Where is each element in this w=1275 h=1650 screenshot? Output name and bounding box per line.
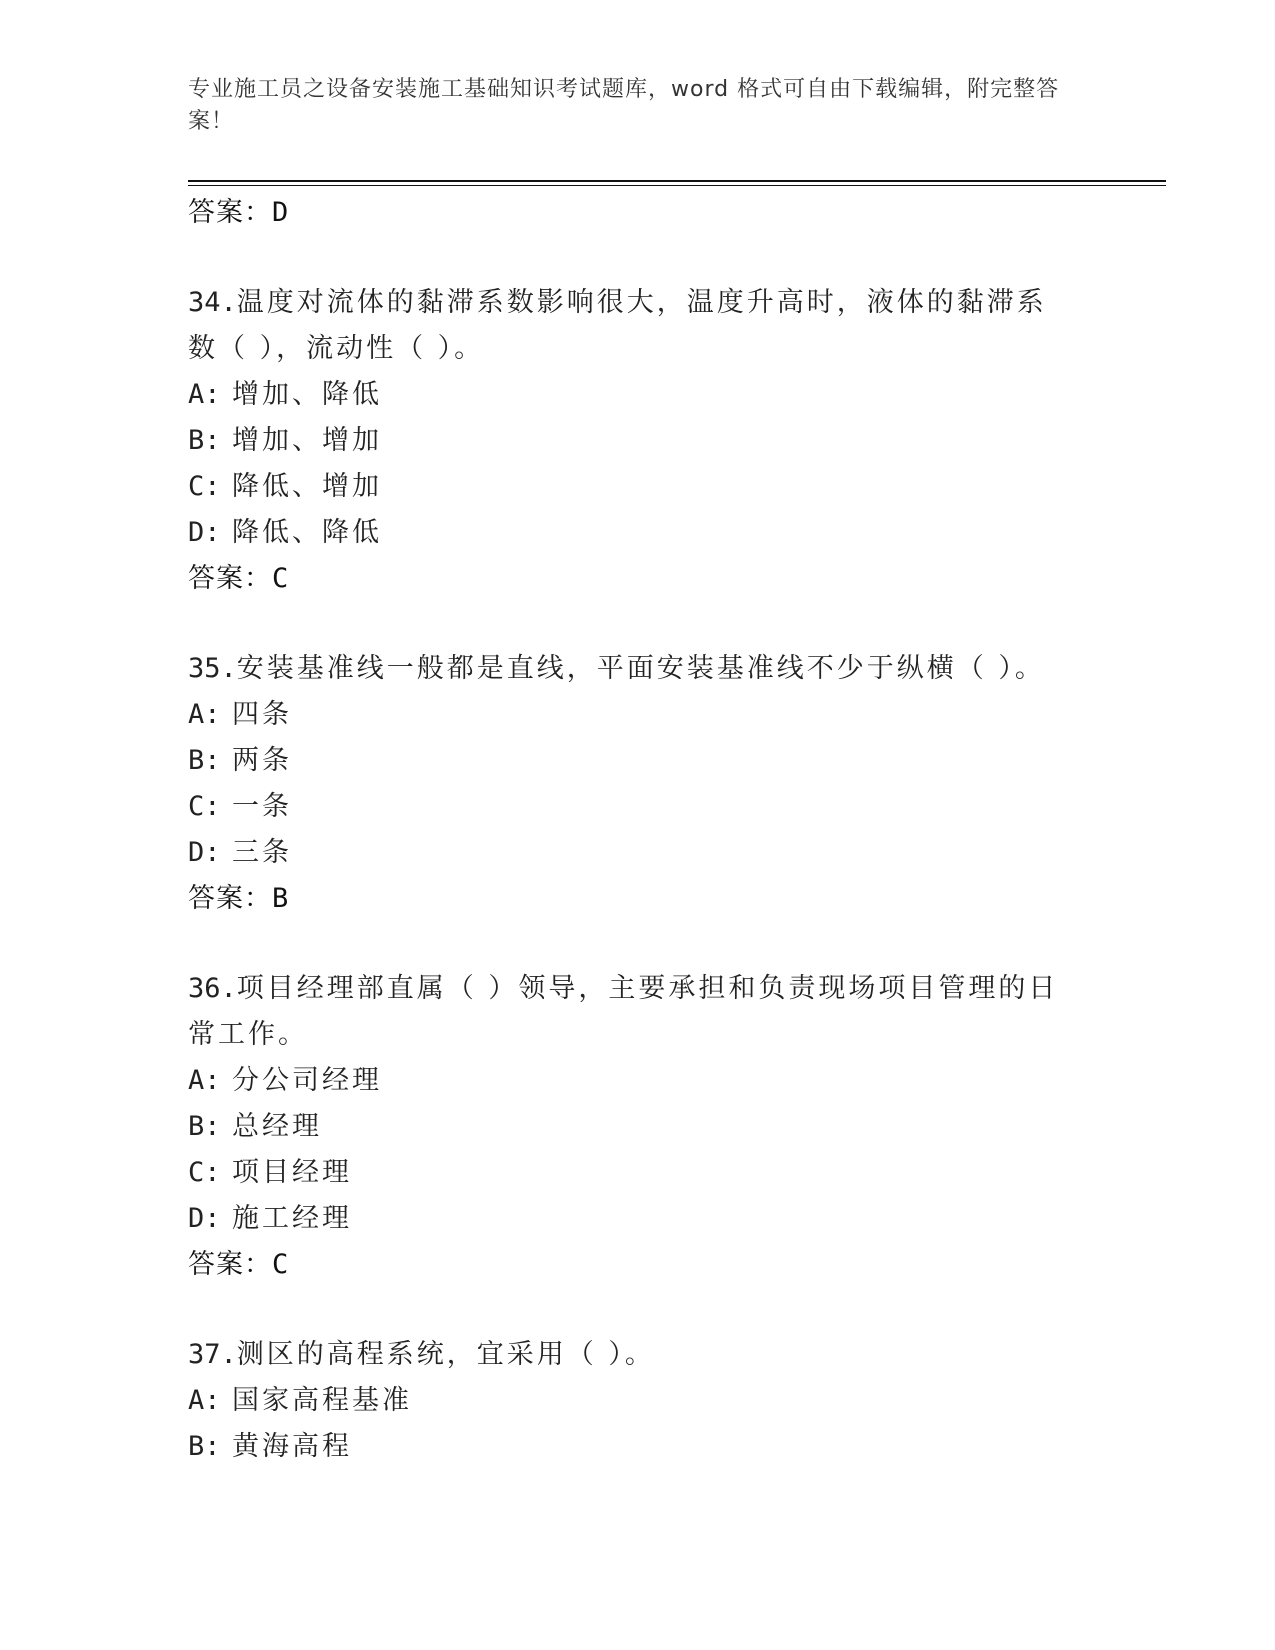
prev-answer bbox=[188, 190, 1088, 236]
option-letter: B: bbox=[188, 425, 221, 456]
question-text: 安装基准线一般都是直线，平面安装基准线不少于纵横（ ）。 bbox=[236, 653, 1045, 684]
answer-value: B bbox=[272, 883, 290, 914]
option-text: 分公司经理 bbox=[232, 1065, 382, 1096]
question-text: 测区的高程系统，宜采用（ ）。 bbox=[236, 1339, 655, 1370]
option-text: 两条 bbox=[232, 745, 292, 776]
question-text: 项目经理部直属（ ）领导，主要承担和负责现场项目管理的日常工作。 bbox=[188, 973, 1059, 1050]
answer-value: D bbox=[272, 197, 290, 228]
option-letter: B: bbox=[188, 1431, 221, 1462]
option-letter: C: bbox=[188, 1157, 221, 1188]
answer-label: 答案： bbox=[188, 563, 272, 594]
option-text: 一条 bbox=[232, 791, 292, 822]
answer-36 bbox=[188, 1242, 1088, 1288]
question-text: 温度对流体的黏滞系数影响很大，温度升高时，液体的黏滞系数（ ），流动性（ ）。 bbox=[188, 287, 1047, 364]
answer-label: 答案： bbox=[188, 883, 272, 914]
question-35 bbox=[188, 646, 1068, 692]
option-a bbox=[188, 1058, 1088, 1104]
option-letter: B: bbox=[188, 745, 221, 776]
option-text: 施工经理 bbox=[232, 1203, 352, 1234]
document-header: 专业施工员之设备安装施工基础知识考试题库，word 格式可自由下载编辑，附完整答案！ bbox=[188, 77, 1060, 134]
question-37 bbox=[188, 1332, 1068, 1378]
option-letter: D: bbox=[188, 517, 221, 548]
option-text: 三条 bbox=[232, 837, 292, 868]
option-letter: B: bbox=[188, 1111, 221, 1142]
option-letter: A: bbox=[188, 699, 221, 730]
question-number: 37. bbox=[188, 1339, 237, 1370]
option-c bbox=[188, 464, 1088, 510]
option-b bbox=[188, 418, 1088, 464]
option-a bbox=[188, 1378, 1088, 1424]
question-number: 36. bbox=[188, 973, 237, 1004]
option-b bbox=[188, 1104, 1088, 1150]
option-letter: A: bbox=[188, 1385, 221, 1416]
option-d bbox=[188, 510, 1088, 556]
option-b bbox=[188, 1424, 1088, 1470]
option-a bbox=[188, 372, 1088, 418]
option-text: 四条 bbox=[232, 699, 292, 730]
option-letter: D: bbox=[188, 837, 221, 868]
question-list bbox=[188, 190, 1088, 1470]
option-text: 增加、增加 bbox=[232, 425, 382, 456]
option-letter: D: bbox=[188, 1203, 221, 1234]
option-c bbox=[188, 1150, 1088, 1196]
option-a bbox=[188, 692, 1088, 738]
option-b bbox=[188, 738, 1088, 784]
header-rule-thin bbox=[188, 185, 1166, 186]
answer-value: C bbox=[272, 563, 290, 594]
option-text: 增加、降低 bbox=[232, 379, 382, 410]
option-letter: C: bbox=[188, 791, 221, 822]
answer-label: 答案： bbox=[188, 197, 272, 228]
question-number: 34. bbox=[188, 287, 237, 318]
option-text: 总经理 bbox=[232, 1111, 322, 1142]
answer-35 bbox=[188, 876, 1088, 922]
option-text: 国家高程基准 bbox=[232, 1385, 412, 1416]
option-letter: A: bbox=[188, 1065, 221, 1096]
option-text: 降低、增加 bbox=[232, 471, 382, 502]
header-rule-thick bbox=[188, 180, 1166, 182]
option-text: 降低、降低 bbox=[232, 517, 382, 548]
question-number: 35. bbox=[188, 653, 237, 684]
option-letter: C: bbox=[188, 471, 221, 502]
question-34 bbox=[188, 280, 1068, 372]
option-letter: A: bbox=[188, 379, 221, 410]
answer-value: C bbox=[272, 1249, 290, 1280]
answer-34 bbox=[188, 556, 1088, 602]
option-text: 项目经理 bbox=[232, 1157, 352, 1188]
option-d bbox=[188, 830, 1088, 876]
option-d bbox=[188, 1196, 1088, 1242]
option-text: 黄海高程 bbox=[232, 1431, 352, 1462]
question-36 bbox=[188, 966, 1068, 1058]
answer-label: 答案： bbox=[188, 1249, 272, 1280]
option-c bbox=[188, 784, 1088, 830]
